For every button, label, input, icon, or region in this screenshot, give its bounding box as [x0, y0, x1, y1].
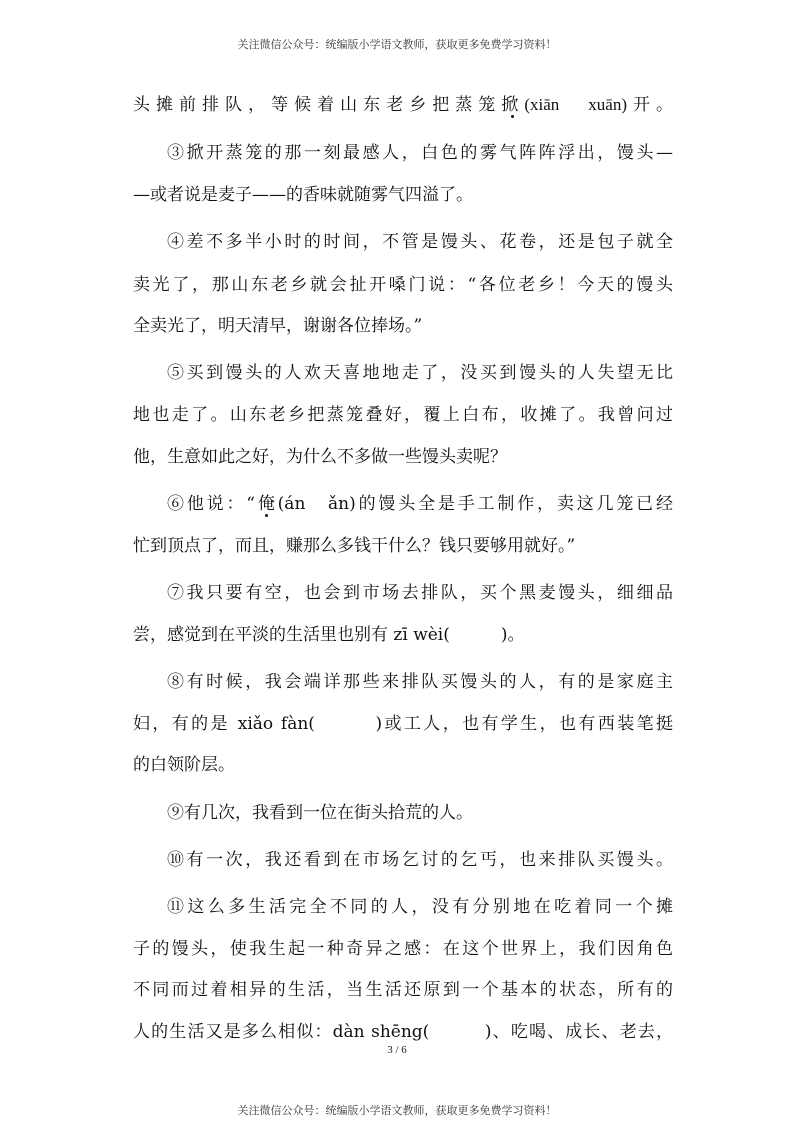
text-line-12: ⑦我只要有空，也会到市场去排队，买个黑麦馒头，细细品 — [167, 583, 673, 603]
text-line-2: ③掀开蒸笼的那一刻最感人，白色的雾气阵阵浮出，馒头— — [167, 143, 673, 163]
text-line-8: 地也走了。山东老乡把蒸笼叠好，覆上白布，收摊了。我曾问过 — [133, 405, 673, 425]
text-line-3: —或者说是麦子——的香味就随雾气四溢了。 — [133, 185, 473, 205]
text-line-1 — [133, 92, 673, 118]
page-header: 关注微信公众号：统编版小学语文教师，获取更多免费学习资料！ — [237, 38, 557, 51]
text-line-13: 尝，感觉到在平淡的生活里也别有 zī wèi( )。 — [133, 625, 525, 645]
text-line-17: ⑨有几次，我看到一位在街头拾荒的人。 — [167, 803, 473, 823]
text-line-19: ⑪这么多生活完全不同的人，没有分别地在吃着同一个摊 — [167, 897, 673, 917]
text-line-5: 卖光了，那山东老乡就会扯开嗓门说：“各位老乡！今天的馒头 — [133, 275, 673, 295]
line-text: 头摊前排队，等候着山东老乡把蒸笼 — [133, 95, 502, 115]
emphasis-char: 俺 — [255, 494, 278, 514]
line-text: (xiān xuān)开。 — [524, 95, 674, 114]
line-text: ⑥他说：“ — [167, 494, 256, 514]
emphasis-char: 掀 — [501, 95, 525, 115]
text-line-15: 妇，有的是 xiǎo fàn( )或工人，也有学生，也有西装笔挺 — [133, 714, 673, 734]
text-line-10 — [167, 491, 673, 517]
text-line-20: 子的馒头，使我生起一种奇异之感：在这个世界上，我们因角色 — [133, 939, 673, 959]
text-line-11: 忙到顶点了，而且，赚那么多钱干什么？钱只要够用就好。” — [133, 536, 576, 556]
text-line-7: ⑤买到馒头的人欢天喜地地走了，没买到馒头的人失望无比 — [167, 363, 673, 383]
text-line-9: 他，生意如此之好，为什么不多做一些馒头卖呢？ — [133, 447, 507, 467]
text-line-22: 人的生活又是多么相似：dàn shēng( )、吃喝、成长、老去， — [133, 1022, 673, 1042]
text-line-16: 的白领阶层。 — [133, 755, 235, 775]
line-text: (án ǎn)的馒头全是手工制作，卖这几笼已经 — [277, 494, 673, 514]
text-line-21: 不同而过着相异的生活，当生活还原到一个基本的状态，所有的 — [133, 980, 673, 1000]
text-line-4: ④差不多半小时的时间，不管是馒头、花卷，还是包子就全 — [167, 232, 673, 252]
text-line-6: 全卖光了，明天清早，谢谢各位捧场。” — [133, 316, 423, 336]
text-line-18: ⑩有一次，我还看到在市场乞讨的乞丐，也来排队买馒头。 — [167, 850, 673, 870]
page-footer: 关注微信公众号：统编版小学语文教师，获取更多免费学习资料！ — [237, 1104, 557, 1117]
page-number: 3 / 6 — [387, 1044, 407, 1056]
text-line-14: ⑧有时候，我会端详那些来排队买馒头的人，有的是家庭主 — [167, 672, 673, 692]
